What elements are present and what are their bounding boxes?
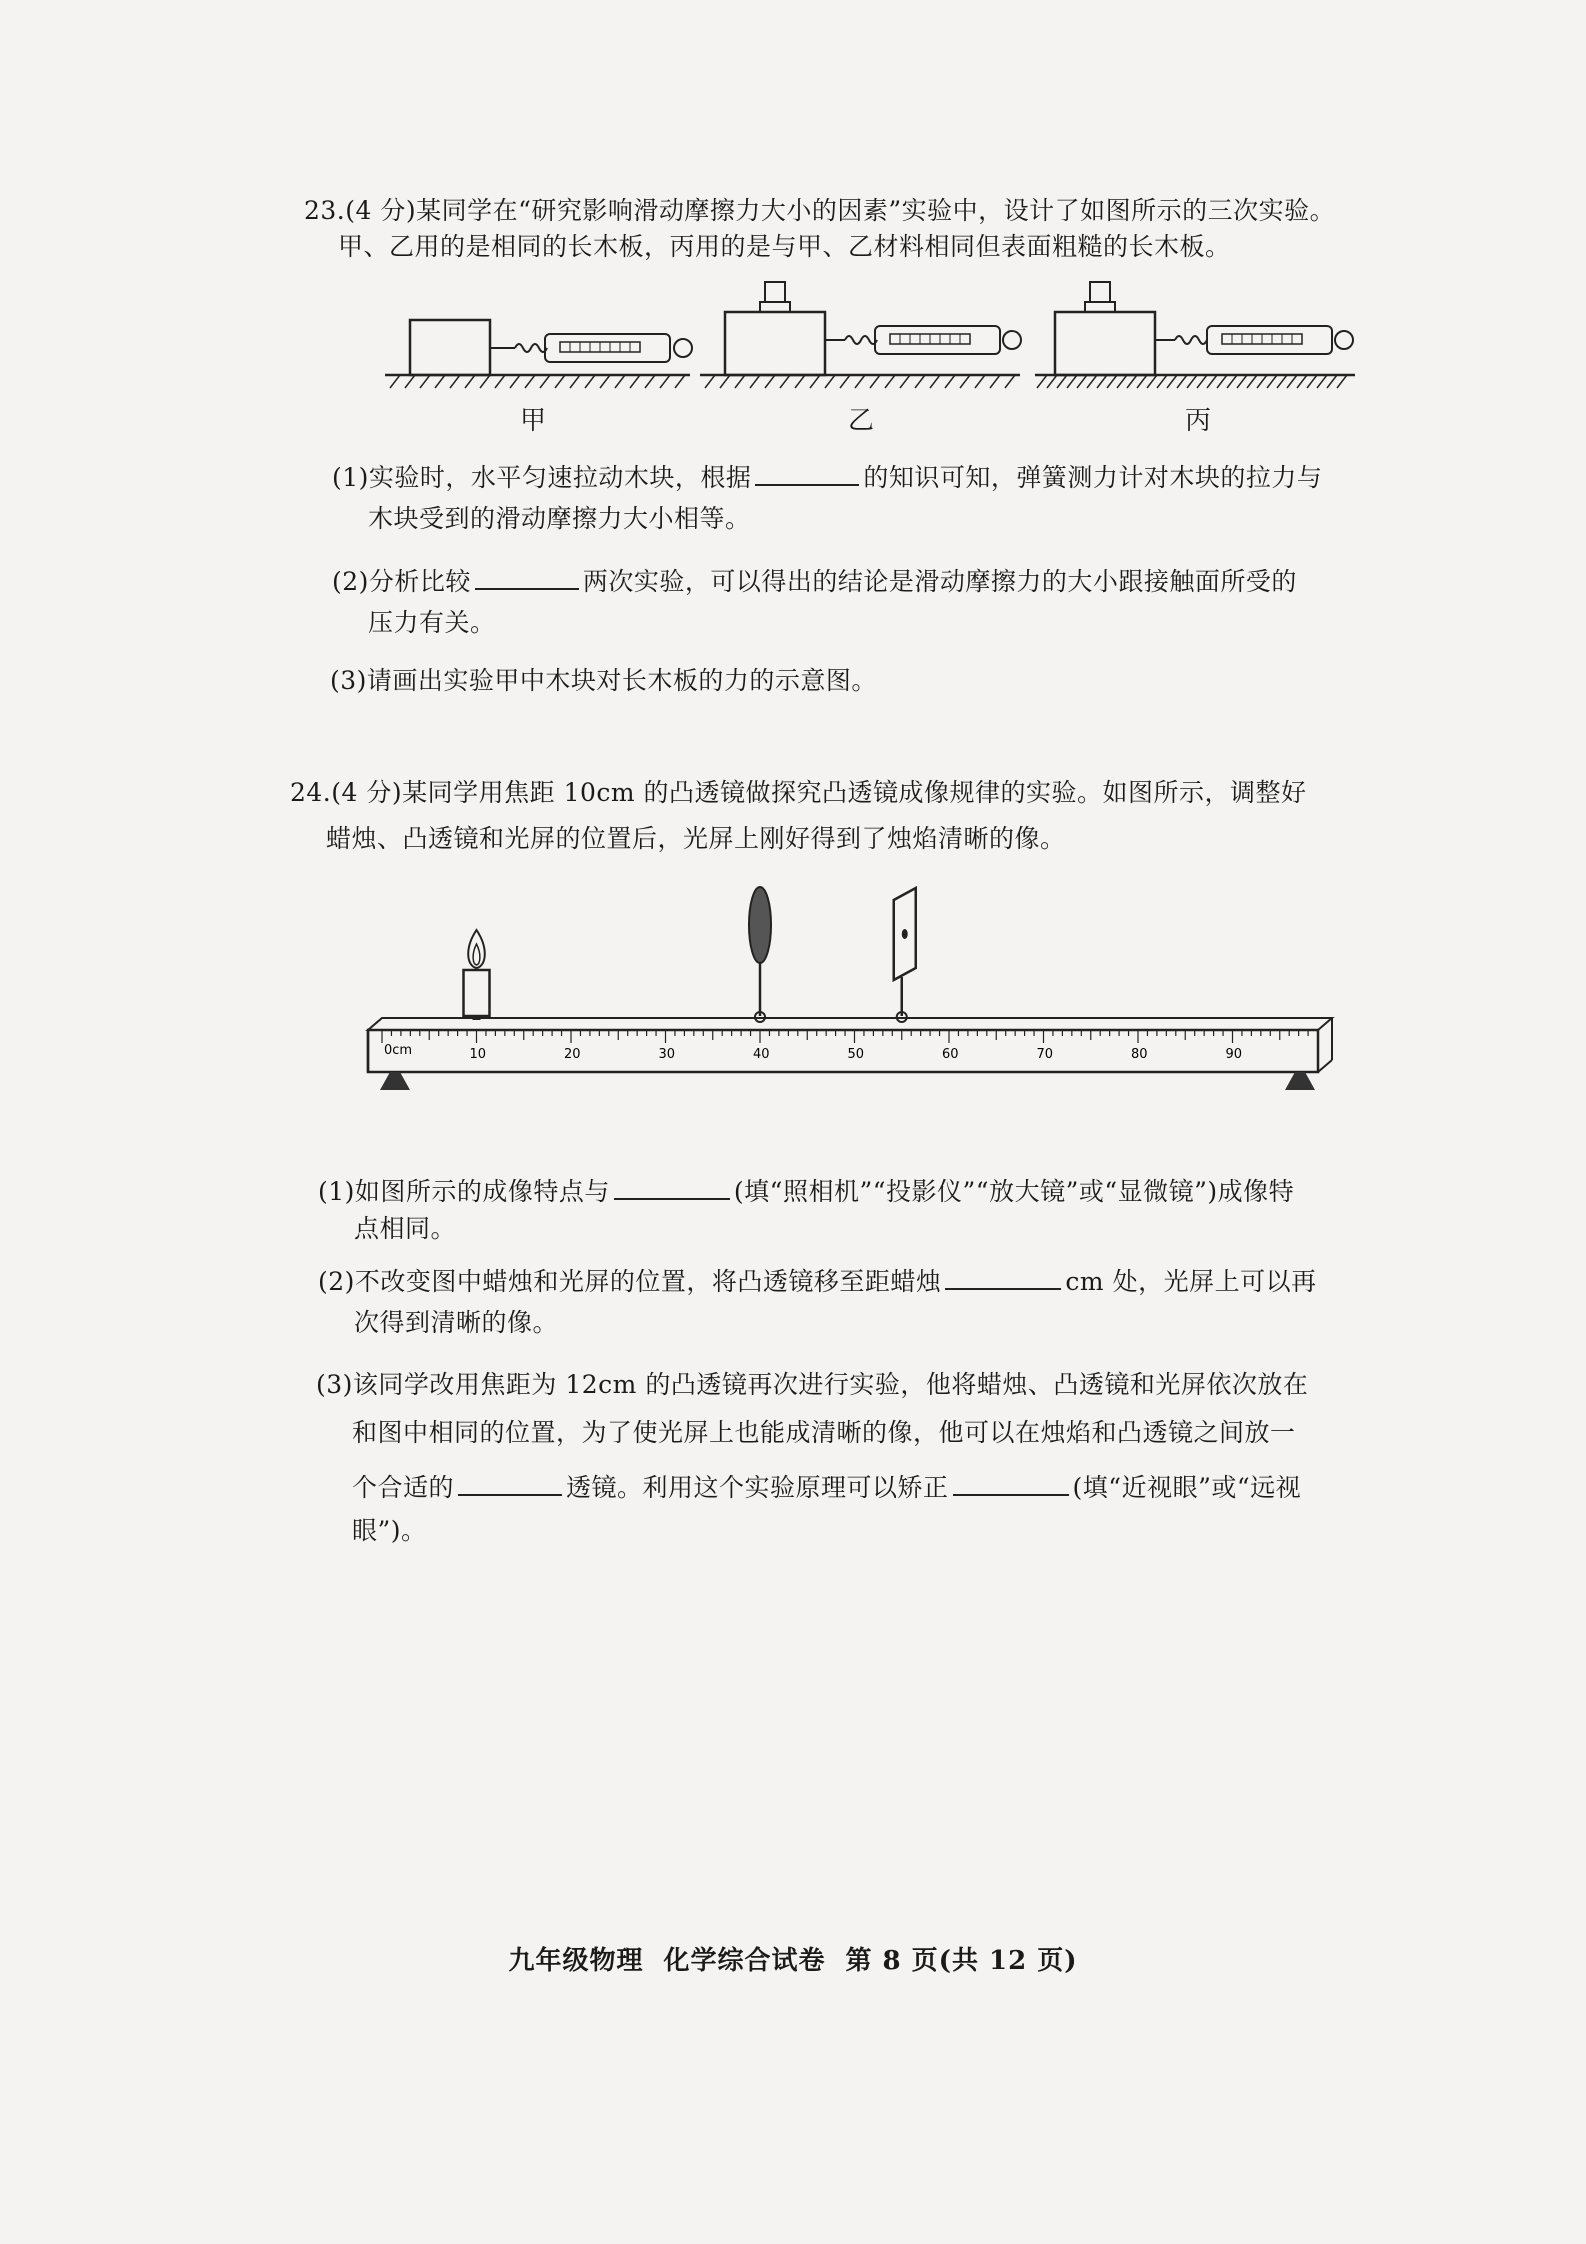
bench-tick-label: 60 — [942, 1047, 959, 1062]
q23-part1-blank[interactable] — [755, 458, 859, 486]
footer-subject: 九年级物理 — [508, 1946, 644, 1976]
optical-bench-figure — [360, 880, 1340, 1120]
q23-part2-text-b: 两次实验，可以得出的结论是滑动摩擦力的大小跟接触面所受的 — [582, 567, 1297, 596]
bench-unit-label: 0cm — [384, 1043, 413, 1058]
q23-part2-text-a: (2)分析比较 — [332, 567, 471, 596]
q24-part2-line1 — [318, 1262, 1317, 1299]
bench-right-foot — [1285, 1072, 1315, 1090]
bench-tick-marks — [382, 1030, 1308, 1043]
q24-part2-blank[interactable] — [945, 1262, 1061, 1290]
bench-tick-label: 20 — [564, 1047, 581, 1062]
q24-part1-text-a: (1)如图所示的成像特点与 — [318, 1177, 610, 1206]
optical-bench — [368, 1018, 1332, 1072]
q24-part3-line1: (3)该同学改用焦距为 12cm 的凸透镜再次进行实验，他将蜡烛、凸透镜和光屏依次放在 — [316, 1370, 1309, 1399]
q24-part1-text-b: (填“照相机”“投影仪”“放大镜”或“显微镜”)成像特 — [733, 1177, 1295, 1206]
bench-tick-label: 80 — [1131, 1047, 1148, 1062]
q24-stem-line2: 蜡烛、凸透镜和光屏的位置后，光屏上刚好得到了烛焰清晰的像。 — [326, 824, 1066, 853]
bench-tick-label: 50 — [847, 1047, 865, 1062]
q23-part2-blank[interactable] — [475, 562, 579, 590]
bench-tick-label: 40 — [753, 1047, 770, 1062]
q23-part2-line1 — [332, 562, 1297, 599]
q23-part1-line1 — [332, 458, 1322, 495]
q23-part3: (3)请画出实验甲中木块对长木板的力的示意图。 — [330, 666, 877, 695]
q23-part2-line2: 压力有关。 — [368, 608, 496, 637]
q24-part3-line3 — [352, 1468, 1301, 1505]
candle — [464, 930, 490, 1020]
q24-stem-line1: 24.(4 分)某同学用焦距 10cm 的凸透镜做探究凸透镜成像规律的实验。如图所示，调整好 — [290, 778, 1307, 807]
friction-figure-yi — [700, 270, 1030, 400]
q23-part1-text-a: (1)实验时，水平匀速拉动木块，根据 — [332, 463, 752, 492]
q24-part3-text-a: 个合适的 — [352, 1473, 455, 1502]
light-screen — [894, 888, 916, 1022]
figure-label-jia: 甲 — [520, 406, 547, 436]
bench-tick-label: 90 — [1225, 1047, 1243, 1062]
bench-tick-label: 10 — [469, 1047, 487, 1062]
q24-part2-line2: 次得到清晰的像。 — [354, 1308, 559, 1337]
bench-tick-labels — [470, 1047, 1243, 1062]
q23-part1-line2: 木块受到的滑动摩擦力大小相等。 — [368, 504, 751, 533]
bench-tick-label: 70 — [1036, 1047, 1054, 1062]
q24-part2-text-a: (2)不改变图中蜡烛和光屏的位置，将凸透镜移至距蜡烛 — [318, 1267, 942, 1296]
bench-tick-label: 30 — [658, 1047, 676, 1062]
q24-part3-line4: 眼”)。 — [352, 1516, 427, 1545]
friction-figure-bing — [1035, 270, 1365, 400]
footer-exam-name: 化学综合试卷 — [663, 1946, 826, 1976]
q24-part1-line1 — [318, 1172, 1294, 1209]
convex-lens — [749, 887, 771, 1022]
friction-figure-jia — [385, 270, 705, 400]
q24-part3-text-c: (填“近视眼”或“远视 — [1072, 1473, 1302, 1502]
q24-part3-blank1[interactable] — [458, 1468, 562, 1496]
q24-part3-line2: 和图中相同的位置，为了使光屏上也能成清晰的像，他可以在烛焰和凸透镜之间放一 — [352, 1418, 1296, 1447]
footer-page-number: 第 8 页(共 12 页) — [845, 1946, 1078, 1976]
q24-part2-text-b: cm 处，光屏上可以再 — [1065, 1267, 1317, 1296]
q23-stem-line1: 23.(4 分)某同学在“研究影响滑动摩擦力大小的因素”实验中，设计了如图所示的三次实验。 — [304, 196, 1336, 225]
q24-part1-blank[interactable] — [614, 1172, 730, 1200]
q24-part3-text-b: 透镜。利用这个实验原理可以矫正 — [566, 1473, 949, 1502]
figure-label-yi: 乙 — [848, 406, 875, 436]
bench-left-foot — [380, 1072, 410, 1090]
q24-part1-line2: 点相同。 — [354, 1214, 457, 1243]
q23-stem-line2: 甲、乙用的是相同的长木板，丙用的是与甲、乙材料相同但表面粗糙的长木板。 — [338, 232, 1231, 261]
figure-label-bing: 丙 — [1185, 406, 1212, 436]
q24-part3-blank2[interactable] — [953, 1468, 1069, 1496]
page-footer — [0, 1940, 1586, 1977]
q23-part1-text-b: 的知识可知，弹簧测力计对木块的拉力与 — [863, 463, 1323, 492]
